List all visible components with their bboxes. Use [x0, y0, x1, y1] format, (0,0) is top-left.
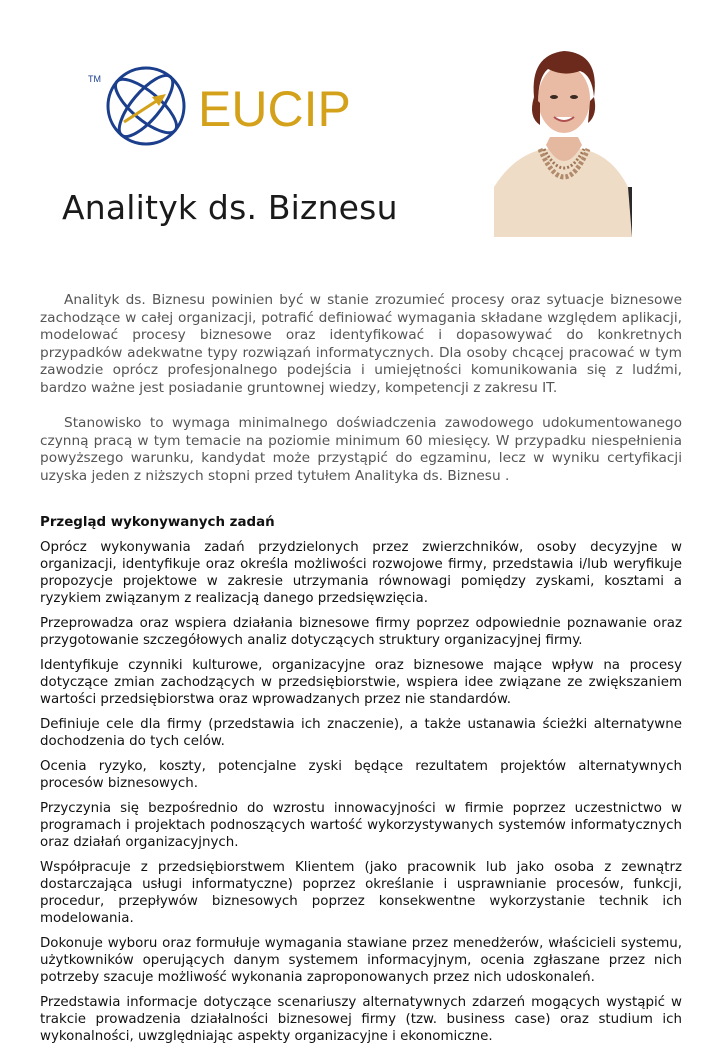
task-item: Oprócz wykonywania zadań przydzielonych przez zwierzchników, osoby decyzyjne w organizacji, identyfikuje oraz określa możliwości rozwojowe firmy, przedstawia i/lub weryfikuje propozycje projektowe w zakresie utrzymania równowagi pomiędzy zyskami, kosztami a ryzykiem związanym z realizacją danego przedsięwzięcia. — [40, 540, 682, 606]
task-item: Przedstawia informacje dotyczące scenariuszy alternatywnych zdarzeń mogących wystąpić w trakcie prowadzenia działalności biznesowej firmy (tzw. business case) oraz studium ich wykonalności, uwzględniając aspekty organizacyjne i ekonomiczne. — [40, 995, 682, 1044]
task-item: Identyfikuje czynniki kulturowe, organizacyjne oraz biznesowe mające wpływ na procesy dotyczące zmian zachodzących w przedsiębiorstwie, wspiera idee związane ze zwiększaniem wartości przedsiębiorstwa oraz wprowadzanych przez nie standardów. — [40, 658, 682, 707]
task-item: Przeprowadza oraz wspiera działania biznesowe firmy poprzez odpowiednie poznawanie oraz przygotowanie szczegółowych analiz dotyczących struktury organizacyjnej firmy. — [40, 616, 682, 648]
task-item: Definiuje cele dla firmy (przedstawia ich znaczenie), a także ustanawia ścieżki alternatywne dochodzenia do tych celów. — [40, 717, 682, 749]
intro-paragraph: Analityk ds. Biznesu powinien być w stanie zrozumieć procesy oraz sytuacje biznesowe zachodzące w całej organizacji, potrafić definiować wymagania składane względem aplikacji, modelować procesy biznesowe oraz identyfikować i dopasowywać do konkretnych przypadków adekwatne typy rozwiązań informatycznych. Dla osoby chcącej pracować w tym zawodzie oprócz profesjonalnego podejścia i umiejętności komunikowania się z ludźmi, bardzo ważne jest posiadanie gruntownej wiedzy, kompetencji z zakresu IT. — [40, 292, 682, 396]
task-item: Dokonuje wyboru oraz formułuje wymagania stawiane przez menedżerów, właścicieli systemu, użytkowników operujących danym systemem informacyjnym, ocenia zgłaszane przez nich potrzeby szacuje możliwość wykonania zaproponowanych przez nich udoskonaleń. — [40, 936, 682, 985]
tasks-section — [40, 514, 682, 1053]
intro-section — [40, 292, 682, 503]
globe-arrow-icon — [108, 68, 184, 144]
task-item: Ocenia ryzyko, koszty, potencjalne zyski będące rezultatem projektów alternatywnych procesów biznesowych. — [40, 759, 682, 791]
trademark-mark: TM — [88, 74, 101, 84]
portrait-photo — [494, 37, 632, 237]
task-item: Przyczynia się bezpośrednio do wzrostu innowacyjności w firmie poprzez uczestnictwo w programach i projektach podnoszących wartość wykorzystywanych systemów informatycznych oraz działań organizacyjnych. — [40, 801, 682, 850]
logo-wordmark: EUCIP — [198, 81, 351, 137]
eucip-logo — [86, 62, 366, 152]
intro-paragraph: Stanowisko to wymaga minimalnego doświadczenia zawodowego udokumentowanego czynną pracą w tym temacie na poziomie minimum 60 miesięcy. W przypadku niespełnienia powyższego warunku, kandydat może przystąpić do egzaminu, lecz w wyniku certyfikacji uzyska jeden z niższych stopni przed tytułem Analityka ds. Biznesu . — [40, 415, 682, 484]
page-title: Analityk ds. Biznesu — [62, 188, 398, 227]
section-heading: Przegląd wykonywanych zadań — [40, 515, 275, 530]
task-item: Współpracuje z przedsiębiorstwem Klientem (jako pracownik lub jako osoba z zewnątrz dostarczająca usługi informatyczne) poprzez określanie i usprawnianie procesów, funkcji, procedur, przepływów biznesowych poprzez konsekwentne wykorzystanie technik ich modelowania. — [40, 860, 682, 926]
